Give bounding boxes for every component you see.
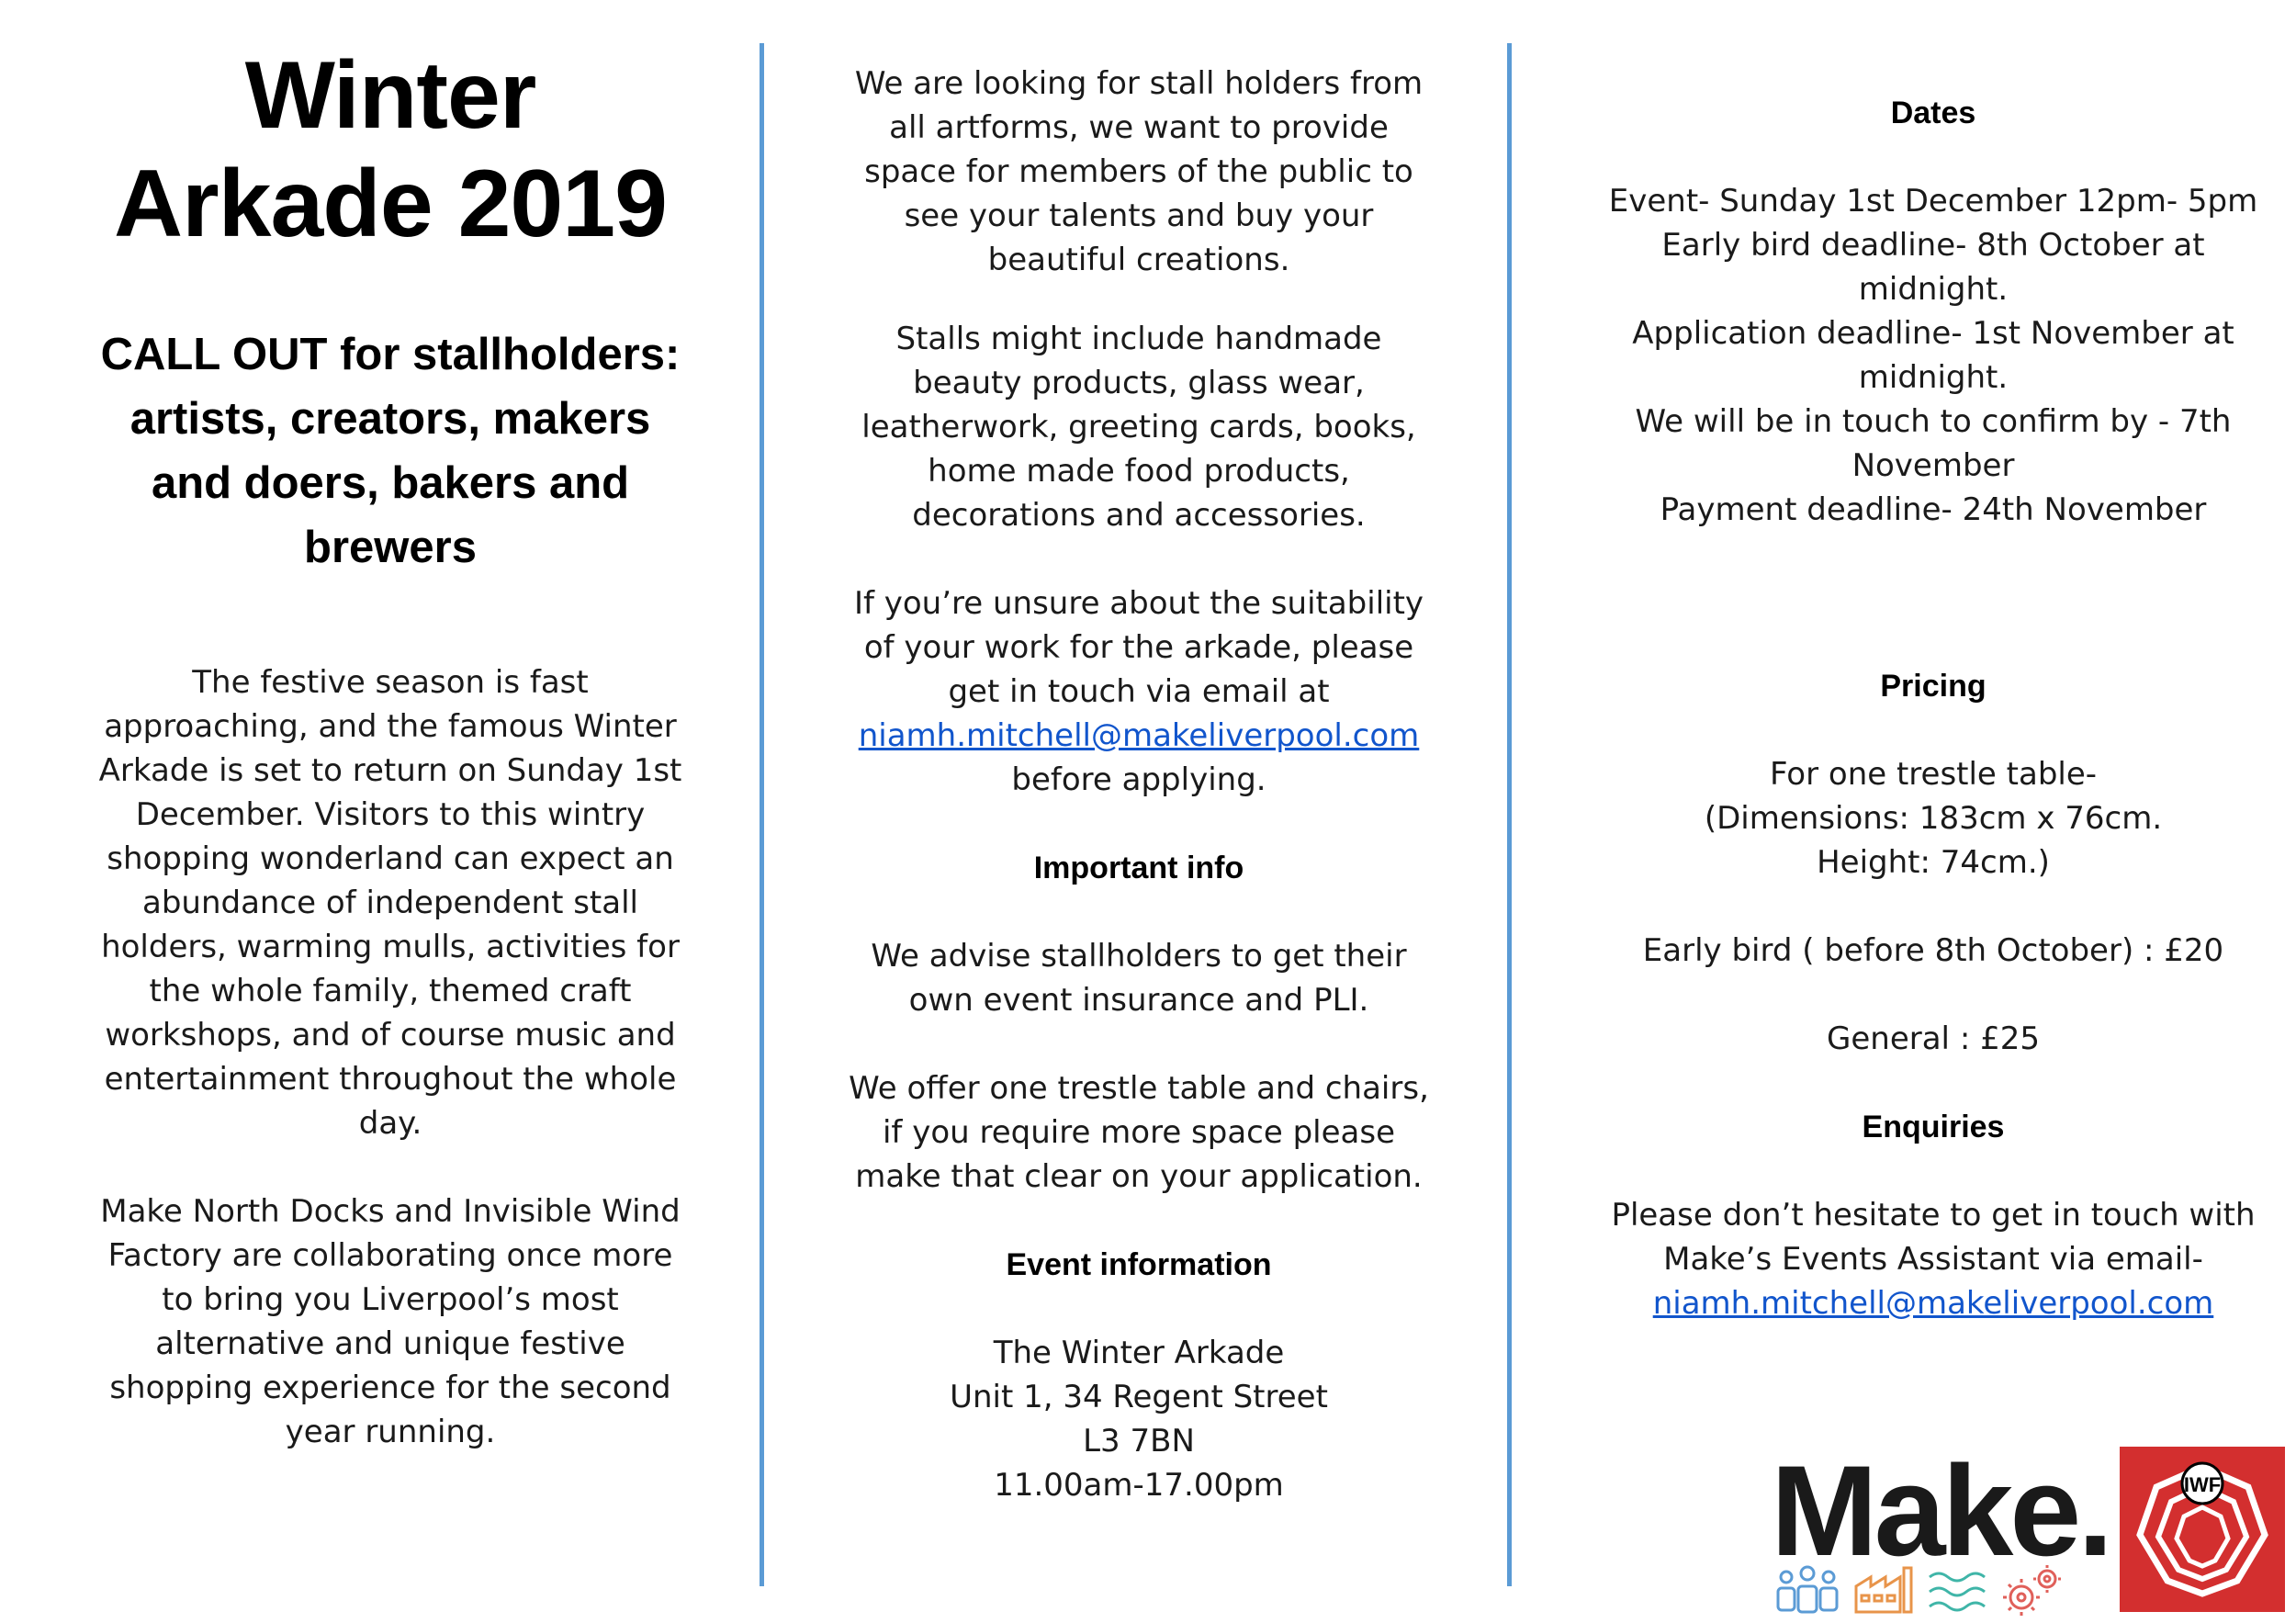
enquiries-text: Please don’t hesitate to get in touch with Make’s Events Assistant via email- — [1611, 1197, 2256, 1278]
enquiries-email-link[interactable]: niamh.mitchell@makeliverpool.com — [1652, 1285, 2214, 1322]
people-icon — [1778, 1567, 1837, 1612]
before-applying-text: before applying. — [1011, 761, 1266, 798]
right-column — [1593, 0, 2273, 1325]
dates-list — [1593, 179, 2273, 532]
important-info-heading: Important info — [1033, 851, 1244, 885]
pricing-heading: Pricing — [1880, 669, 1986, 704]
venue-name: The Winter Arkade — [993, 1335, 1285, 1371]
factory-icon — [1856, 1568, 1911, 1612]
make-logo: Make. — [1771, 1438, 2110, 1583]
page-title — [96, 41, 684, 258]
table-offer-paragraph: We offer one trestle table and chairs, if you require more space please make that clear on your application. — [849, 1070, 1429, 1195]
logos-area — [1771, 1438, 2285, 1617]
waves-icon — [1930, 1573, 1985, 1610]
event-info-heading: Event information — [1006, 1247, 1272, 1282]
iwf-logo — [2120, 1447, 2285, 1612]
price-early-bird: Early bird ( before 8th October) : £20 — [1642, 932, 2224, 969]
collaboration-paragraph: Make North Docks and Invisible Wind Factory are collaborating once more to bring you Liverpool’s most alternative and unique festive shopping experience for the second year running. — [100, 1193, 681, 1450]
date-confirmation: We will be in touch to confirm by - 7th November — [1635, 403, 2232, 484]
column-divider-1 — [760, 43, 764, 1586]
dates-heading: Dates — [1890, 96, 1976, 130]
title-line-2: Arkade 2019 — [114, 151, 667, 257]
looking-for-paragraph: We are looking for stall holders from all artforms, we want to provide space for members of the public to see your talents and buy your beautiful creations. — [854, 65, 1424, 278]
make-logo-icons — [1775, 1564, 2069, 1617]
enquiries-heading: Enquiries — [1862, 1110, 2005, 1144]
gears-icon — [2003, 1565, 2061, 1616]
suitability-paragraph — [845, 581, 1433, 802]
date-early-bird: Early bird deadline- 8th October at midnight. — [1661, 227, 2205, 308]
callout-subtitle: CALL OUT for stallholders: artists, creators, makers and doers, bakers and brewers — [100, 330, 681, 572]
venue-address: Unit 1, 34 Regent Street — [950, 1379, 1328, 1415]
title-line-1: Winter — [244, 42, 536, 149]
iwf-emblem — [2120, 1447, 2285, 1612]
pricing-dimensions: (Dimensions: 183cm x 76cm. Height: 74cm.) — [1704, 800, 2163, 881]
date-payment: Payment deadline- 24th November — [1660, 491, 2207, 528]
insurance-paragraph: We advise stallholders to get their own event insurance and PLI. — [871, 938, 1407, 1019]
pricing-table-line: For one trestle table- — [1769, 756, 2098, 793]
left-column — [96, 0, 684, 1454]
price-general: General : £25 — [1827, 1020, 2040, 1057]
date-event: Event- Sunday 1st December 12pm- 5pm — [1608, 183, 2258, 220]
suitability-text: If you’re unsure about the suitability of your work for the arkade, please get in touch via email at — [853, 585, 1424, 710]
intro-paragraph: The festive season is fast approaching, and the famous Winter Arkade is set to return on Sunday 1st December. Visitors to this wintry shopping wonderland can expect an abundance of independent stall holders, warming mulls, activities for the whole family, themed craft workshops, and of course music and entertainment throughout the whole day. — [98, 664, 682, 1142]
venue-postcode: L3 7BN — [1083, 1423, 1195, 1460]
iwf-logo-text: IWF — [2183, 1473, 2222, 1496]
event-hours: 11.00am-17.00pm — [994, 1467, 1284, 1504]
middle-column — [845, 0, 1433, 1507]
date-application: Application deadline- 1st November at midnight. — [1632, 315, 2234, 396]
column-divider-2 — [1507, 43, 1512, 1586]
contact-email-link[interactable]: niamh.mitchell@makeliverpool.com — [858, 717, 1420, 754]
stalls-paragraph: Stalls might include handmade beauty products, glass wear, leatherwork, greeting cards, books, home made food products, decorations and accessories. — [861, 321, 1416, 534]
